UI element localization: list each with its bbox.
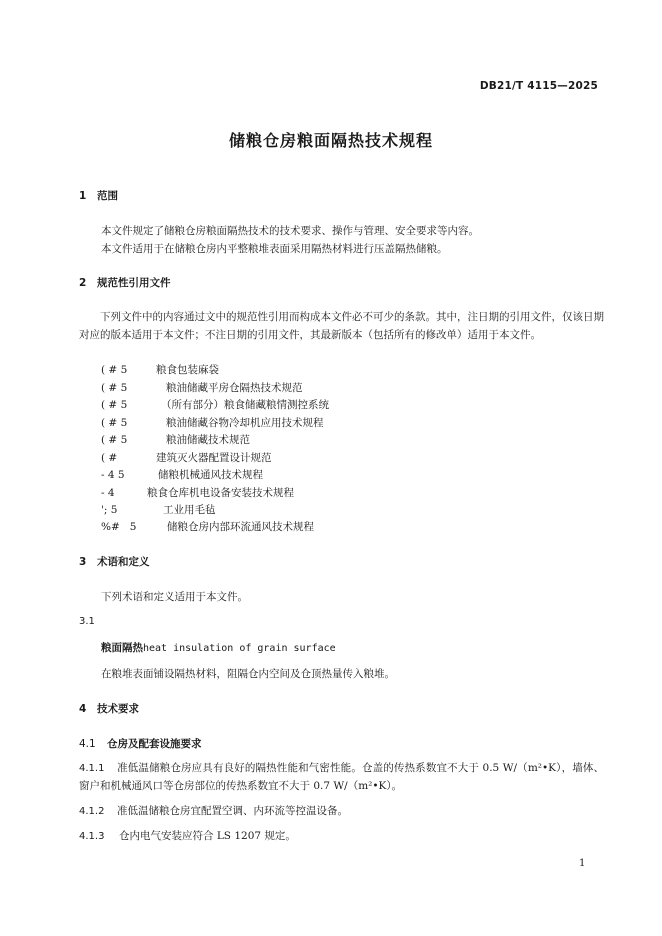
clause-4-1-1: [79, 760, 604, 795]
clause-text: 准低温储粮仓房宜配置空调、内环流等控温设备。: [117, 805, 348, 817]
section-2-heading: [79, 275, 171, 290]
reference-title: 粮食包装麻袋: [156, 364, 219, 376]
reference-title: 储粮机械通风技术规程: [158, 469, 263, 481]
clause-number: 4.1.3: [79, 831, 105, 842]
section-number: 2: [79, 277, 87, 289]
reference-title: 储粮仓房内部环流通风技术规程: [167, 521, 314, 533]
section-number: 3: [79, 556, 87, 568]
reference-item: [101, 450, 272, 465]
reference-title: （所有部分）粮食储藏粮情测控系统: [161, 399, 329, 411]
term-english: heat insulation of grain surface: [143, 643, 336, 654]
reference-item: [101, 502, 216, 517]
reference-code: - 4: [101, 487, 115, 499]
reference-title: 粮食仓库机电设备安装技术规程: [147, 487, 294, 499]
section-title: 规范性引用文件: [97, 277, 171, 289]
clause-4-1-2: [79, 803, 348, 818]
reference-title: 工业用毛毡: [163, 504, 216, 516]
reference-item: [101, 432, 250, 447]
reference-item: [101, 397, 329, 412]
reference-item: [101, 362, 219, 377]
reference-item: [101, 467, 263, 482]
section-3-heading: [79, 554, 150, 569]
reference-title: 粮油储藏平房仓隔热技术规范: [166, 382, 303, 394]
paragraph: 本文件适用于在储粮仓房内平整粮堆表面采用隔热材料进行压盖隔热储粮。: [101, 243, 448, 255]
clause-text: 仓内电气安装应符合 LS 1207 规定。: [119, 830, 296, 842]
reference-code: '; 5: [101, 504, 118, 516]
term-number: 3.1: [79, 616, 95, 627]
subsection-number: 4.1: [79, 738, 96, 750]
reference-code: ( # 5: [101, 382, 128, 394]
reference-code: ( # 5: [101, 417, 128, 429]
subsection-heading: [79, 736, 202, 751]
paragraph: 下列文件中的内容通过文中的规范性引用而构成本文件必不可少的条款。其中，注日期的引用文件，仅该日期对应的版本适用于本文件；不注日期的引用文件，其最新版本（包括所有的修改单）适用于本文件。: [79, 311, 604, 341]
section-title: 术语和定义: [97, 556, 150, 568]
reference-title: 粮油储藏技术规范: [166, 434, 250, 446]
clause-number: 4.1.2: [79, 806, 105, 817]
term-heading: [101, 640, 336, 655]
document-title: 储粮仓房粮面隔热技术规程: [228, 131, 433, 150]
reference-item: [101, 380, 303, 395]
section-4-heading: [79, 701, 139, 716]
section-number: 4: [79, 703, 87, 715]
section-title: 技术要求: [97, 703, 139, 715]
subsection-title: 仓房及配套设施要求: [107, 738, 202, 750]
term-definition: 在粮堆表面铺设隔热材料，阻隔仓内空间及仓顶热量传入粮堆。: [101, 668, 395, 680]
clause-number: 4.1.1: [79, 763, 105, 774]
reference-code: ( # 5: [101, 364, 128, 376]
reference-code: ( #: [101, 452, 118, 464]
reference-title: 粮油储藏谷物冷却机应用技术规程: [166, 417, 324, 429]
reference-title: 建筑灭火器配置设计规范: [156, 452, 272, 464]
section-number: 1: [79, 190, 87, 202]
paragraph: 本文件规定了储粮仓房粮面隔热技术的技术要求、操作与管理、安全要求等内容。: [101, 225, 479, 237]
reference-code: %# 5: [101, 521, 137, 533]
paragraph: 下列术语和定义适用于本文件。: [101, 591, 248, 603]
reference-code: ( # 5: [101, 399, 128, 411]
page-number: 1: [579, 858, 586, 869]
term-chinese: 粮面隔热: [101, 642, 143, 654]
section-title: 范围: [97, 190, 118, 202]
reference-item: [101, 415, 324, 430]
clause-4-1-3: [79, 828, 296, 843]
clause-text: 准低温储粮仓房应具有良好的隔热性能和气密性能。仓盖的传热系数宜不大于 0.5 W/（m²•K），墙体、窗户和机械通风口等仓房部位的传热系数宜不大于 0.7 W/（m²•K）。: [79, 762, 604, 792]
reference-item: [101, 519, 314, 534]
section-1-heading: [79, 188, 118, 203]
reference-code: ( # 5: [101, 434, 128, 446]
reference-code: - 4 5: [101, 469, 125, 481]
reference-item: [101, 485, 294, 500]
standard-number: DB21/T 4115—2025: [479, 80, 598, 92]
